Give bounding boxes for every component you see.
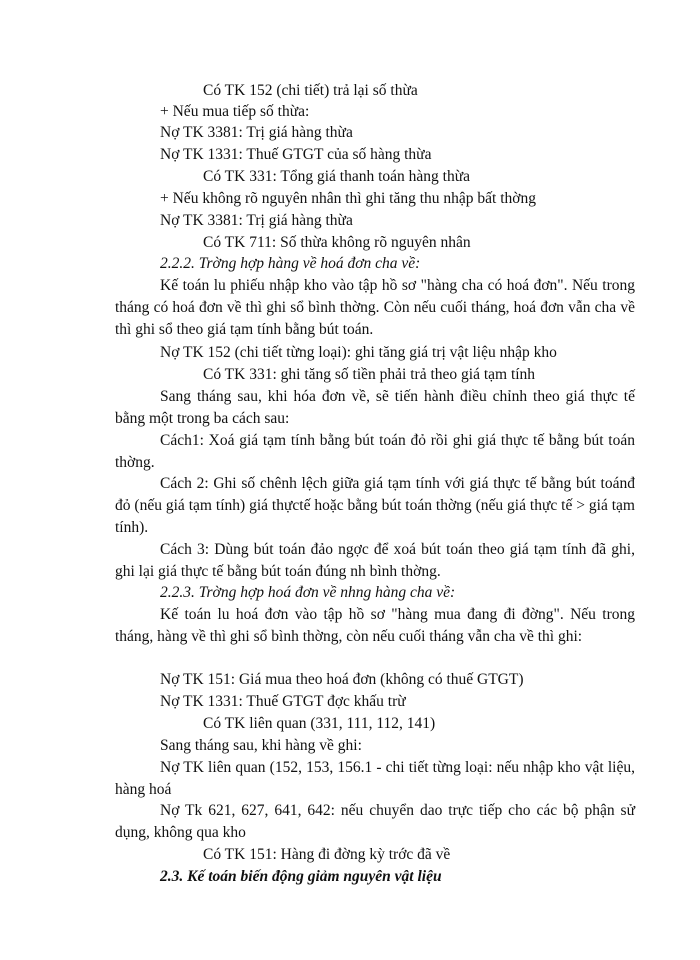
section-heading: 2.3. Kế toán biến động giảm nguyên vật liệu xyxy=(160,868,442,885)
credit-line: Có TK 331: Tổng giá thanh toán hàng thừa xyxy=(203,168,470,185)
credit-line: Có TK 711: Số thừa không rõ nguyên nhân xyxy=(203,234,471,251)
debit-line: Nợ TK 3381: Trị giá hàng thừa xyxy=(160,124,353,141)
debit-line: Nợ TK 152 (chi tiết từng loại): ghi tăng giá trị vật liệu nhập kho xyxy=(160,344,557,361)
debit-line: Nợ TK liên quan (152, 153, 156.1 - chi tiết từng loại: nếu nhập kho vật liệu, hàng hoá xyxy=(115,759,635,798)
case-line: + Nếu không rõ nguyên nhân thì ghi tăng thu nhập bất thờng xyxy=(160,190,536,207)
debit-line: Nợ TK 1331: Thuế GTGT của số hàng thừa xyxy=(160,146,432,163)
paragraph: Kế toán lu hoá đơn vào tập hồ sơ "hàng mua đang đi đờng". Nếu trong tháng, hàng về thì ghi sổ bình thờng, còn nếu cuối tháng vẫn cha về thì ghi: xyxy=(115,606,635,645)
case-line: + Nếu mua tiếp số thừa: xyxy=(160,103,310,120)
section-heading: 2.2.2. Trờng hợp hàng về hoá đơn cha về: xyxy=(160,255,421,272)
debit-line: Nợ TK 3381: Trị giá hàng thừa xyxy=(160,212,353,229)
paragraph: Sang tháng sau, khi hóa đơn về, sẽ tiến hành điều chỉnh theo giá thực tế bằng một trong ba cách sau: xyxy=(115,388,635,427)
paragraph: Kế toán lu phiếu nhập kho vào tập hồ sơ "hàng cha có hoá đơn". Nếu trong tháng có hoá đơn về thì ghi sổ bình thờng. Còn nếu cuối tháng, hoá đơn vẫn cha về thì ghi sổ theo giá tạm tính bằng bút toán. xyxy=(115,277,635,338)
credit-line: Có TK 331: ghi tăng số tiền phải trả theo giá tạm tính xyxy=(203,366,536,383)
debit-line: Nợ TK 1331: Thuế GTGT đợc khấu trừ xyxy=(160,693,406,710)
debit-line: Nợ Tk 621, 627, 641, 642: nếu chuyển dao trực tiếp cho các bộ phận sử dụng, không qua kho xyxy=(115,802,635,841)
paragraph: Cách1: Xoá giá tạm tính bằng bút toán đỏ rồi ghi giá thực tế bằng bút toán thờng. xyxy=(115,432,635,471)
paragraph: Cách 3: Dùng bút toán đảo ngợc để xoá bút toán theo giá tạm tính đã ghi, ghi lại giá thực tế bằng bút toán đúng nh bình thờng. xyxy=(115,541,635,580)
paragraph: Cách 2: Ghi số chênh lệch giữa giá tạm tính với giá thực tế bằng bút toánđ đỏ (nếu giá tạm tính) giá thựctế hoặc bằng bút toán thờng (nếu giá thực tế > giá tạm tính). xyxy=(115,475,635,536)
credit-line: Có TK 151: Hàng đi đờng kỳ trớc đã về xyxy=(203,846,451,863)
credit-line: Có TK liên quan (331, 111, 112, 141) xyxy=(203,715,436,732)
section-heading: 2.2.3. Trờng hợp hoá đơn về nhng hàng cha về: xyxy=(160,584,456,601)
entry-line: Có TK 152 (chi tiết) trả lại số thừa xyxy=(203,82,418,99)
paragraph: Sang tháng sau, khi hàng về ghi: xyxy=(160,737,362,754)
debit-line: Nợ TK 151: Giá mua theo hoá đơn (không có thuế GTGT) xyxy=(160,671,524,688)
